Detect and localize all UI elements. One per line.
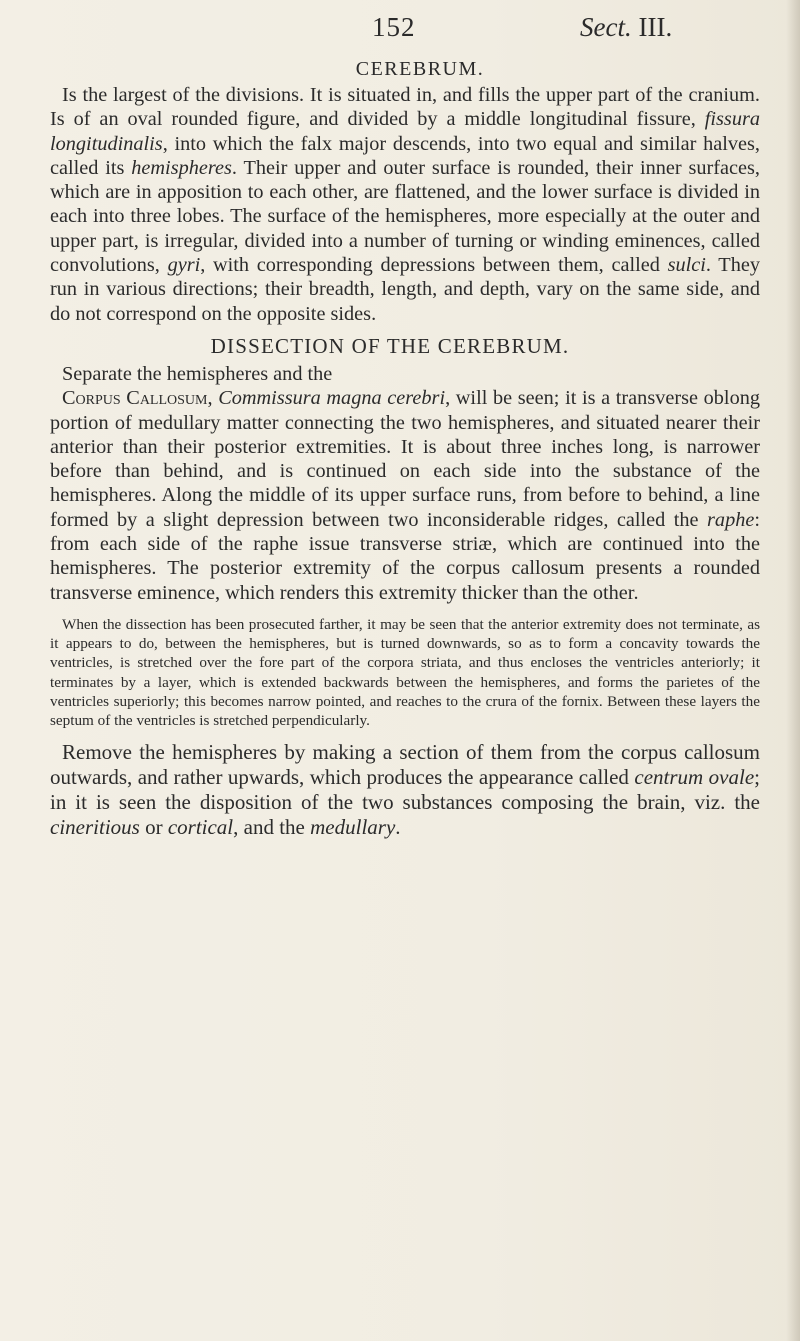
term-hemispheres: hemispheres — [131, 156, 232, 179]
term-sulci: sulci — [667, 254, 706, 277]
centrum-ovale-paragraph: Remove the hemispheres by making a section of them from the corpus callosum outwards, and rather upwards, which produces the appearance called centrum ovale; in it is seen the disposition of the two substances composing the brain, viz. the cineritious or cortical, and the medullary. — [50, 740, 760, 840]
dissection-note: When the dissection has been prosecuted farther, it may be seen that the anterior extremity does not terminate, as it appears to do, between the hemispheres, but is turned downwards, so as to form a concavity towards the ventricles, is stretched over the fore part of the corpora striata, and thus encloses the ventricles anteriorly; it terminates by a layer, which is extended backwards between the hemispheres, and forms the parietes of the ventricles superiorly; this becomes narrow pointed, and reaches to the crura of the fornix. Between these layers the septum of the ventricles is stretched perpendicularly. — [50, 615, 760, 729]
page-number: 152 — [372, 12, 416, 42]
cerebrum-description-paragraph: Is the largest of the divisions. It is situated in, and fills the upper part of the cranium. Is of an oval rounded figure, and divided by a middle longitudinal fissure, fissura longitudinalis, into which the falx major descends, into two equal and similar halves, called its hemispheres. Their upper and outer surface is rounded, their inner surfaces, which are in apposition to each other, are flattened, and the lower surface is divided in each into three lobes. The surface of the hemispheres, more especially at the outer and upper part, is irregular, divided into a number of turning or winding eminences, called convolutions, gyri, with corresponding depressions between them, called sulci. They run in various directions; their breadth, length, and depth, vary on the same side, and do not correspond on the opposite sides. — [50, 84, 760, 325]
cerebrum-title: CEREBRUM. — [355, 58, 485, 80]
term-centrum-ovale: centrum ovale — [634, 765, 755, 790]
section-word: Sect. — [580, 12, 632, 42]
term-cortical: cortical — [167, 815, 234, 840]
separate-hemispheres-line: Separate the hemispheres and the — [62, 362, 333, 385]
page-edge-shadow — [786, 0, 800, 1341]
corpus-callosum-paragraph: Corpus Callosum, Commissura magna cerebri, will be seen; it is a transverse oblong portion of medullary matter connecting the two hemispheres, and situated nearer their anterior than their posterior extremities. It is about three inches long, is narrower before than behind, and is continued on each side into the substance of the hemispheres. Along the middle of its upper surface runs, from before to behind, a line formed by a slight depression between two inconsiderable ridges, called the raphe: from each side of the raphe issue transverse striæ, which are continued into the hemispheres. The posterior extremity of the corpus callosum presents a rounded transverse eminence, which renders this extremity thicker than the other. — [50, 387, 760, 604]
section-marker — [580, 12, 672, 43]
term-gyri: gyri — [167, 254, 201, 277]
page-content — [50, 58, 760, 840]
running-head — [0, 12, 800, 52]
term-raphe: raphe — [707, 508, 755, 531]
section-numeral: III. — [638, 12, 673, 42]
term-commissura-magna-cerebri: Commissura magna cerebri — [218, 387, 446, 410]
term-fissura-longitudinalis: fissura longitudinalis — [50, 108, 760, 155]
term-medullary: medullary — [310, 815, 396, 840]
term-cineritious: cineritious — [50, 815, 140, 840]
term-corpus-callosum: Corpus Callosum — [62, 387, 208, 410]
dissection-heading: DISSECTION OF THE CEREBRUM. — [210, 333, 570, 358]
